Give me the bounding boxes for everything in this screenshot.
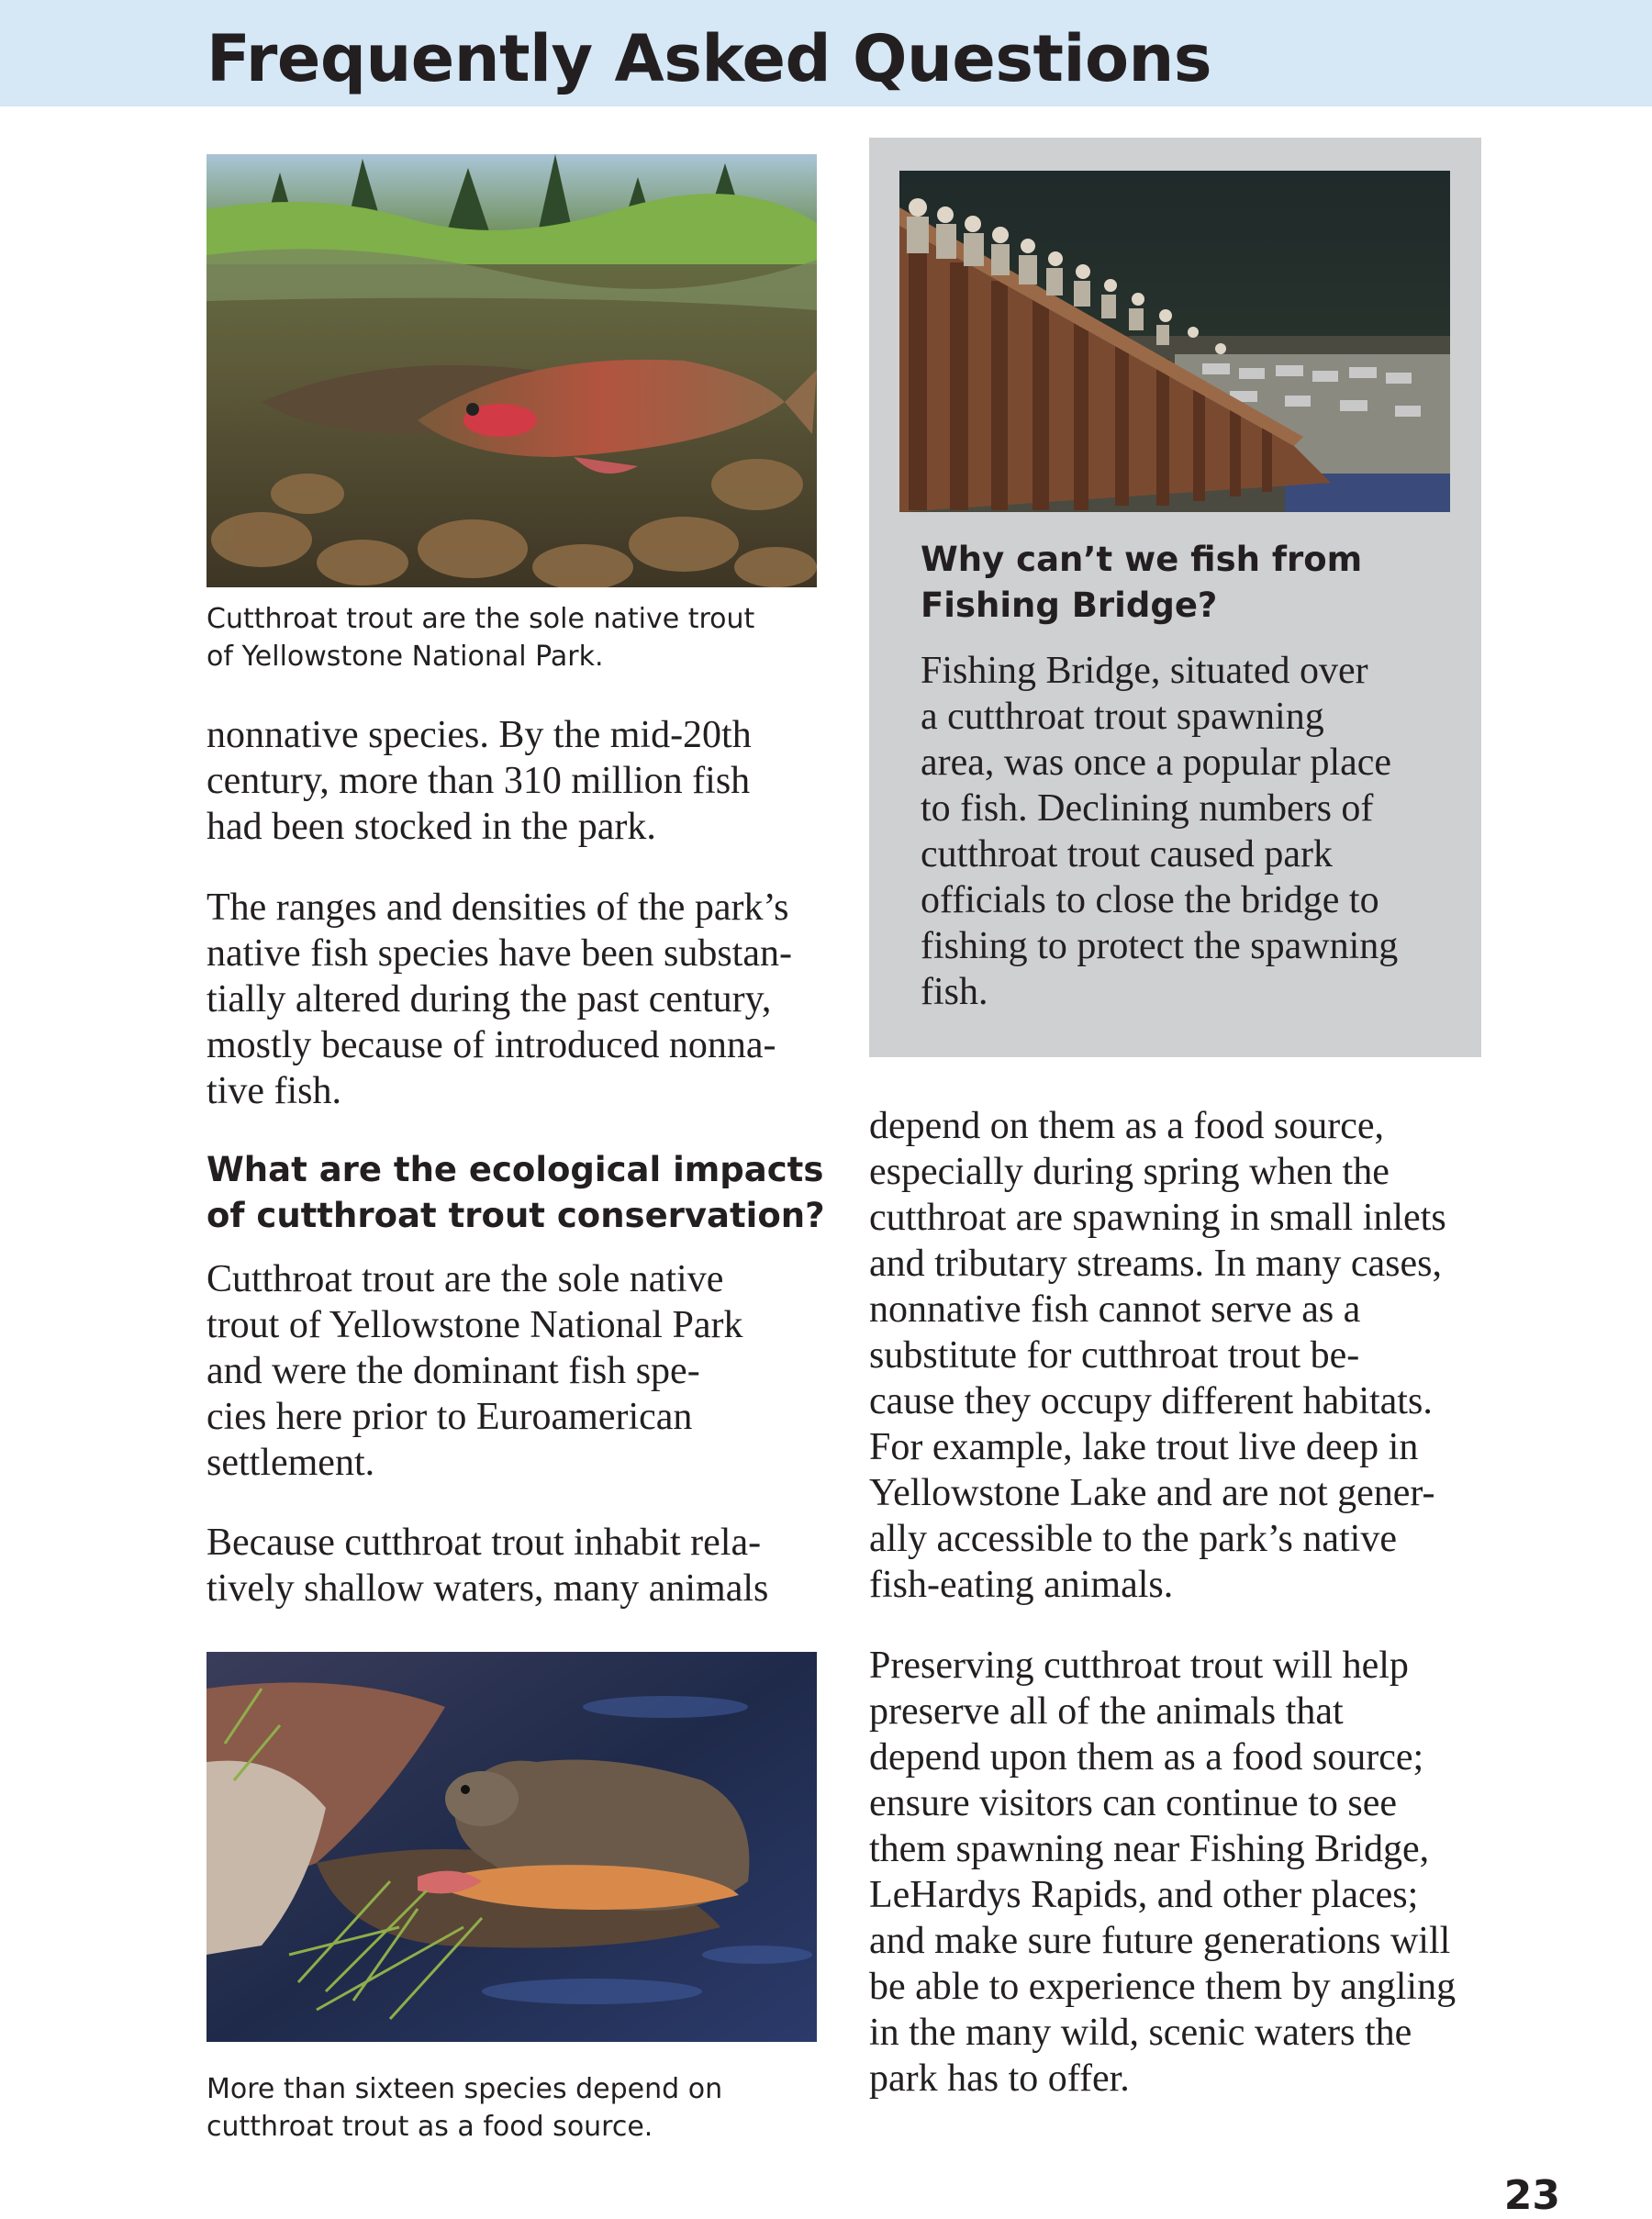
- fishing-bridge-sidebar: [869, 138, 1481, 1057]
- cutthroat-trout-photo: [206, 154, 817, 587]
- otter-photo-caption: More than sixteen species depend on cutthroat trout as a food source.: [206, 2073, 723, 2143]
- page-title: Frequently Asked Questions: [206, 21, 1212, 96]
- otter-eating-trout-photo: [206, 1652, 817, 2042]
- trout-photo-caption: Cutthroat trout are the sole native trout of Yellowstone National Park.: [206, 603, 755, 673]
- left-paragraph-2: The ranges and densities of the park’s native fish species have been substan- tially altered during the past century, mostly because of introduced nonna- tive fish.: [206, 886, 792, 1112]
- left-paragraph-3: Cutthroat trout are the sole native trout of Yellowstone National Park and were the dominant fish spe- cies here prior to Euroamerican settlement.: [206, 1258, 743, 1484]
- sidebar-text: Fishing Bridge, situated over a cutthroat trout spawning area, was once a popular place to fish. Declining numbers of cutthroat trout caused park officials to close the bridge to fishing to protect the spawning fish.: [921, 650, 1399, 1013]
- ecological-impacts-heading: What are the ecological impacts of cutthroat trout conservation?: [206, 1150, 825, 1235]
- right-paragraph-1: depend on them as a food source, especially during spring when the cutthroat are spawning in small inlets and tributary streams. In many cases, nonnative fish cannot serve as a substitute for cutthroat trout be- cause they occupy different habitats. For example, lake trout live deep in Yellowstone Lake and are not gener- ally accessible to the park’s native fish-eating animals.: [869, 1105, 1446, 1606]
- sidebar-heading: Why can’t we fish from Fishing Bridge?: [921, 540, 1363, 625]
- right-paragraph-2: Preserving cutthroat trout will help preserve all of the animals that depend upon them as a food source; ensure visitors can continue to see them spawning near Fishing Bridge, LeHardys Rapids, and other places; and make sure future generations will be able to experience them by angling in the many wild, scenic waters the park has to offer.: [869, 1645, 1457, 2100]
- fishing-bridge-photo: [899, 171, 1450, 512]
- left-paragraph-1: nonnative species. By the mid-20th century, more than 310 million fish had been stocked in the park.: [206, 714, 752, 848]
- page-number: 23: [1503, 2172, 1560, 2219]
- header-band: [0, 0, 1652, 106]
- left-paragraph-4: Because cutthroat trout inhabit rela- tively shallow waters, many animals: [206, 1522, 769, 1610]
